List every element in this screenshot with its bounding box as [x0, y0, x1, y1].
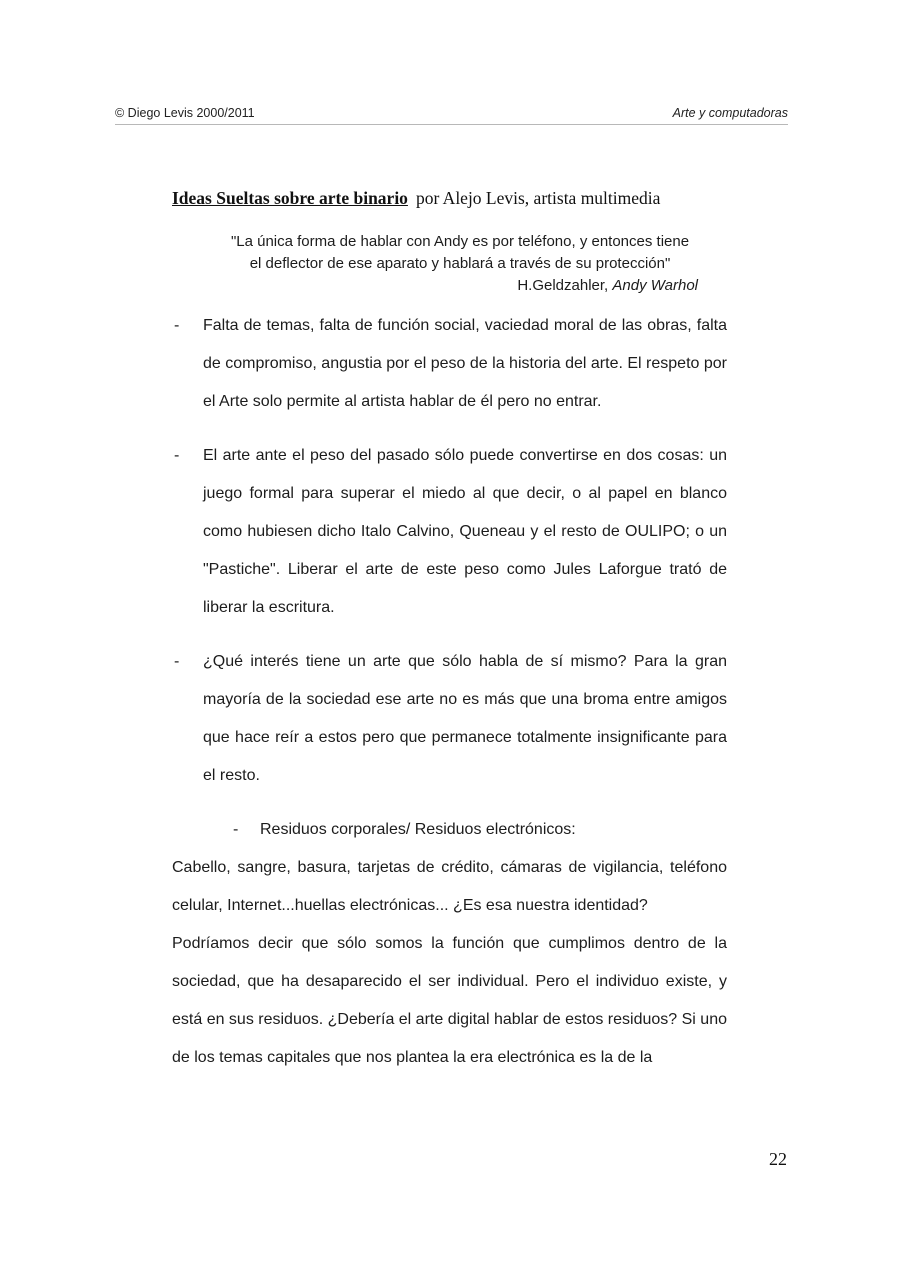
bullet-dash: -: [174, 317, 180, 334]
bullet-list: [172, 307, 727, 795]
sub-bullet-text: Residuos corporales/ Residuos electrónicos:: [260, 821, 576, 838]
quote-line-1: "La única forma de hablar con Andy es por teléfono, y entonces tiene: [230, 233, 690, 250]
page-number: 22: [769, 1149, 787, 1169]
quote-attribution: [222, 275, 698, 297]
bullet-item: [172, 307, 727, 421]
page-title-byline: por Alejo Levis, artista multimedia: [415, 188, 661, 208]
quote-block: [222, 231, 698, 297]
page-title: [172, 187, 727, 209]
quote-attribution-work: Andy Warhol: [612, 277, 698, 294]
page-title-main: Ideas Sueltas sobre arte binario: [172, 188, 408, 208]
header-document-title: Arte y computadoras: [672, 106, 788, 120]
body-paragraph: Podríamos decir que sólo somos la función que cumplimos dentro de la sociedad, que ha desaparecido el ser individual. Pero el individuo existe, y está en sus residuos. ¿Debería el arte digital hablar de estos residuos? Si uno de los temas capitales que nos plantea la era electrónica es la de la: [172, 935, 727, 1066]
bullet-text: Falta de temas, falta de función social, vaciedad moral de las obras, falta de compromiso, angustia por el peso de la historia del arte. El respeto por el Arte solo permite al artista hablar de él pero no entrar.: [203, 317, 727, 410]
header-divider: [115, 124, 788, 125]
body-paragraph: Cabello, sangre, basura, tarjetas de crédito, cámaras de vigilancia, teléfono celular, Internet...huellas electrónicas... ¿Es esa nuestra identidad?: [172, 859, 727, 914]
bullet-dash: -: [174, 653, 180, 670]
sub-bullet-dash: -: [233, 821, 239, 838]
bullet-text: El arte ante el peso del pasado sólo puede convertirse en dos cosas: un juego formal para superar el miedo al que decir, o al papel en blanco como hubiesen dicho Italo Calvino, Queneau y el resto de OULIPO; o un "Pastiche". Liberar el arte de este peso como Jules Laforgue trató de liberar la escritura.: [203, 447, 727, 616]
bullet-item: [172, 643, 727, 795]
bullet-dash: -: [174, 447, 180, 464]
sub-bullet-item: [172, 811, 727, 849]
header-copyright: © Diego Levis 2000/2011: [115, 106, 255, 120]
page-content: [172, 187, 727, 1077]
quote-line-2: el deflector de ese aparato y hablará a través de su protección": [249, 255, 671, 272]
bullet-text: ¿Qué interés tiene un arte que sólo habla de sí mismo? Para la gran mayoría de la sociedad ese arte no es más que una broma entre amigos que hace reír a estos pero que permanece totalmente insignificante para el resto.: [203, 653, 727, 784]
quote-attribution-author: H.Geldzahler,: [517, 277, 613, 294]
bullet-item: [172, 437, 727, 627]
